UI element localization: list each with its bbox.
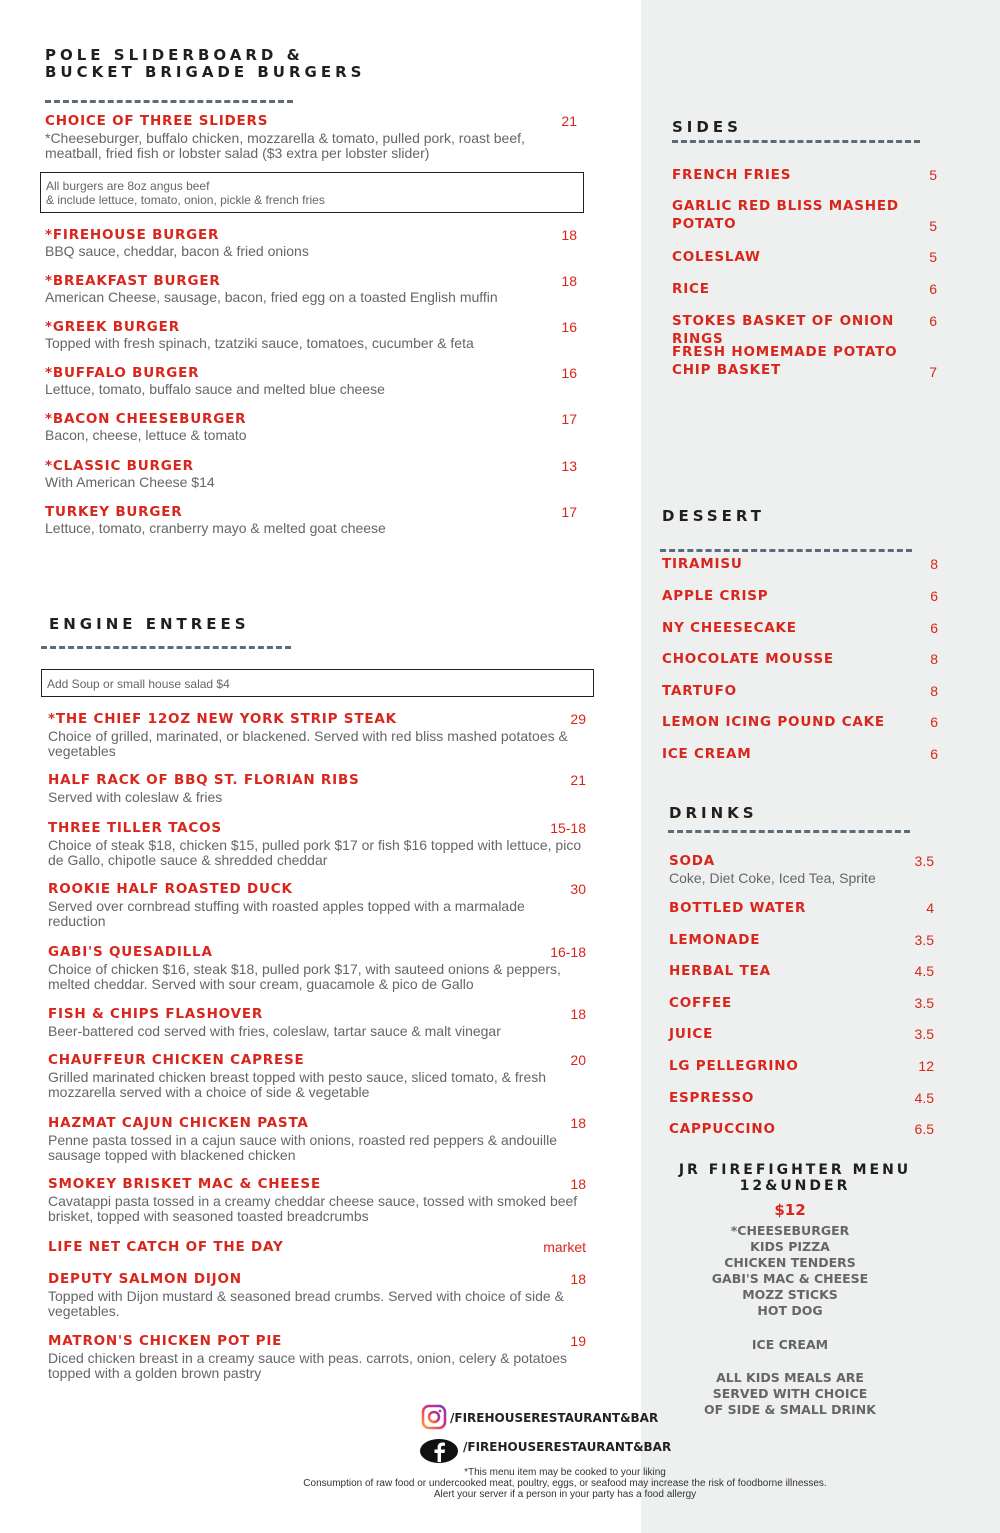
item-name: CHOCOLATE MOUSSE	[662, 651, 834, 667]
item-price: 30	[570, 881, 586, 897]
item-price: 6	[929, 281, 937, 297]
menu-item-entree	[48, 819, 586, 868]
footer-note-1: *This menu item may be cooked to your liking	[464, 1467, 666, 1478]
menu-item-entree	[48, 771, 586, 805]
item-name: DEPUTY SALMON DIJON	[48, 1271, 242, 1287]
item-name: FISH & CHIPS FLASHOVER	[48, 1006, 264, 1022]
menu-item-drink	[669, 852, 934, 886]
item-desc: Topped with Dijon mustard & seasoned bread crumbs. Served with choice of side & vegetables.	[48, 1288, 564, 1319]
menu-item-entree	[48, 1332, 586, 1381]
footer-note-3: Alert your server if a person in your party has a food allergy	[433, 1489, 697, 1500]
item-price: 15-18	[550, 820, 586, 836]
item-name: *FIREHOUSE BURGER	[45, 227, 220, 243]
menu-item-drink	[669, 962, 934, 980]
item-price: 4	[926, 900, 934, 916]
menu-item-entree	[48, 1114, 586, 1163]
item-name: LG PELLEGRINO	[669, 1058, 799, 1074]
item-price: 21	[561, 113, 577, 129]
menu-item-burger	[45, 226, 577, 259]
item-name: *BREAKFAST BURGER	[45, 273, 221, 289]
menu-item-side	[672, 280, 937, 298]
item-desc: *Cheeseburger, buffalo chicken, mozzarella & tomato, pulled pork, roast beef, meatball, fried fish or lobster salad ($3 extra per lobster slider)	[45, 130, 525, 161]
item-desc: Lettuce, tomato, cranberry mayo & melted goat cheese	[45, 520, 386, 536]
item-price: 6	[930, 620, 938, 636]
kids-list	[660, 1223, 920, 1319]
item-desc: Topped with fresh spinach, tzatziki sauce, tomatoes, cucumber & feta	[45, 335, 474, 351]
footer-note-2: Consumption of raw food or undercooked meat, poultry, eggs, or seafood may increase the risk of foodborne illnesses.	[303, 1478, 827, 1489]
item-name: SODA	[669, 853, 716, 869]
menu-item-drink	[669, 994, 934, 1012]
kids-item: MOZZ STICKS	[742, 1287, 838, 1302]
menu-item-entree	[48, 1051, 586, 1100]
item-name: JUICE	[669, 1026, 714, 1042]
item-price: 29	[570, 711, 586, 727]
menu-item-burger	[45, 318, 577, 351]
menu-item-dessert	[662, 745, 938, 763]
menu-item-entree	[48, 1175, 586, 1224]
item-name: *BACON CHEESEBURGER	[45, 411, 247, 427]
item-name: TIRAMISU	[662, 556, 743, 572]
facebook-icon[interactable]	[419, 1438, 459, 1464]
menu-item-drink	[669, 1120, 934, 1138]
item-desc: Penne pasta tossed in a cajun sauce with onions, roasted red peppers & andouille sausage topped with blackened chicken	[48, 1132, 558, 1163]
divider	[41, 646, 291, 649]
menu-item-burger	[45, 503, 577, 536]
kids-item: CHICKEN TENDERS	[724, 1255, 856, 1270]
item-price: 3.5	[914, 853, 934, 869]
menu-item-drink	[669, 1089, 934, 1107]
item-price: 4.5	[914, 1090, 934, 1106]
item-price: 16	[561, 365, 577, 381]
menu-item-drink	[669, 1057, 934, 1075]
kids-item: KIDS PIZZA	[750, 1239, 830, 1254]
item-desc: With American Cheese $14	[45, 474, 215, 490]
item-name: ESPRESSO	[669, 1090, 755, 1106]
item-price: 8	[930, 683, 938, 699]
menu-item-dessert	[662, 619, 938, 637]
menu-item-drink	[669, 1025, 934, 1043]
item-price: 18	[570, 1006, 586, 1022]
entree-note-box: Add Soup or small house salad $4	[41, 669, 594, 697]
menu-item-entree	[48, 880, 586, 929]
item-price: 13	[561, 458, 577, 474]
item-price: 3.5	[914, 995, 934, 1011]
item-price: 6.5	[914, 1121, 934, 1137]
menu-item-drink	[669, 931, 934, 949]
item-name: CHAUFFEUR CHICKEN CAPRESE	[48, 1052, 305, 1068]
item-price: 6	[930, 588, 938, 604]
item-desc: Choice of chicken $16, steak $18, pulled pork $17, with sauteed onions & peppers, melted cheddar. Served with sour cream, guacamole & pico de Gallo	[48, 961, 561, 992]
menu-item-burger	[45, 457, 577, 490]
item-price: 5	[929, 167, 937, 183]
instagram-handle[interactable]: /FIREHOUSERESTAURANT&BAR	[450, 1411, 659, 1425]
dessert-title: DESSERT	[662, 507, 765, 525]
item-price: market	[543, 1239, 586, 1255]
item-name: *BUFFALO BURGER	[45, 365, 200, 381]
item-name: CHOICE OF THREE SLIDERS	[45, 113, 269, 129]
item-price: 18	[570, 1115, 586, 1131]
item-price: 5	[929, 218, 937, 234]
item-name: *THE CHIEF 12OZ NEW YORK STRIP STEAK	[48, 711, 397, 727]
item-price: 16	[561, 319, 577, 335]
menu-item-entree	[48, 1270, 586, 1319]
menu-item-entree	[48, 1238, 586, 1256]
menu-item-side	[672, 343, 937, 379]
menu-item-side	[672, 166, 937, 184]
item-name: STOKES BASKET OF ONION RINGS	[672, 313, 895, 347]
item-price: 17	[561, 504, 577, 520]
divider	[668, 830, 910, 833]
item-desc: Served with coleslaw & fries	[48, 789, 223, 805]
menu-item-dessert	[662, 713, 938, 731]
item-price: 17	[561, 411, 577, 427]
item-name: THREE TILLER TACOS	[48, 820, 222, 836]
item-name: FRESH HOMEMADE POTATO CHIP BASKET	[672, 344, 898, 378]
menu-item-dessert	[662, 587, 938, 605]
item-desc: Beer-battered cod served with fries, coleslaw, tartar sauce & malt vinegar	[48, 1023, 501, 1039]
divider	[45, 100, 293, 103]
facebook-handle[interactable]: /FIREHOUSERESTAURANT&BAR	[463, 1440, 672, 1454]
item-name: NY CHEESECAKE	[662, 620, 797, 636]
item-name: COLESLAW	[672, 249, 761, 265]
item-price: 3.5	[914, 1026, 934, 1042]
item-name: LIFE NET CATCH OF THE DAY	[48, 1239, 284, 1255]
item-name: ROOKIE HALF ROASTED DUCK	[48, 881, 293, 897]
item-name: CAPPUCCINO	[669, 1121, 776, 1137]
kids-price: $12	[774, 1201, 806, 1219]
item-name: FRENCH FRIES	[672, 167, 792, 183]
item-name: TURKEY BURGER	[45, 504, 183, 520]
item-name: HALF RACK OF BBQ ST. FLORIAN RIBS	[48, 772, 360, 788]
item-desc: Lettuce, tomato, buffalo sauce and melted blue cheese	[45, 381, 385, 397]
item-price: 18	[570, 1176, 586, 1192]
item-name: APPLE CRISP	[662, 588, 769, 604]
kids-dessert: ICE CREAM	[751, 1337, 829, 1352]
menu-item-entree	[48, 943, 586, 992]
item-price: 5	[929, 249, 937, 265]
item-desc: Choice of steak $18, chicken $15, pulled pork $17 or fish $16 topped with lettuce, pico de Gallo, chipotle sauce & shredded cheddar	[48, 837, 582, 868]
item-desc: Served over cornbread stuffing with roasted apples topped with a marmalade reduction	[48, 898, 525, 929]
kids-item: HOT DOG	[757, 1303, 823, 1318]
menu-item-burger	[45, 272, 577, 305]
item-name: COFFEE	[669, 995, 733, 1011]
kids-note: ALL KIDS MEALS ARE SERVED WITH CHOICE OF SIDE & SMALL DRINK	[704, 1370, 876, 1417]
menu-item-sliders	[45, 112, 577, 161]
menu-item-dessert	[662, 555, 938, 573]
menu-item-burger	[45, 364, 577, 397]
item-price: 6	[930, 746, 938, 762]
burgers-title: POLE SLIDERBOARD & BUCKET BRIGADE BURGERS	[45, 46, 366, 81]
entrees-title: ENGINE ENTREES	[49, 615, 250, 633]
item-name: RICE	[672, 281, 710, 297]
item-desc: Cavatappi pasta tossed in a creamy cheddar cheese sauce, tossed with smoked beef brisket, topped with seasoned toasted breadcrumbs	[48, 1193, 578, 1224]
item-desc: Choice of grilled, marinated, or blackened. Served with red bliss mashed potatoes & vegetables	[48, 728, 568, 759]
kids-item: *CHEESEBURGER	[730, 1223, 850, 1238]
divider	[672, 140, 920, 143]
item-price: 8	[930, 556, 938, 572]
item-name: *GREEK BURGER	[45, 319, 180, 335]
item-price: 18	[561, 273, 577, 289]
item-desc: BBQ sauce, cheddar, bacon & fried onions	[45, 243, 309, 259]
item-price: 8	[930, 651, 938, 667]
item-name: SMOKEY BRISKET MAC & CHEESE	[48, 1176, 321, 1192]
item-price: 21	[570, 772, 586, 788]
item-desc: Diced chicken breast in a creamy sauce with peas. carrots, onion, celery & potatoes topped with a golden brown pastry	[48, 1350, 568, 1381]
item-name: LEMONADE	[669, 932, 761, 948]
item-desc: Coke, Diet Coke, Iced Tea, Sprite	[669, 870, 876, 886]
item-price: 7	[929, 364, 937, 380]
menu-item-dessert	[662, 682, 938, 700]
item-desc: American Cheese, sausage, bacon, fried egg on a toasted English muffin	[45, 289, 498, 305]
menu-item-drink	[669, 899, 934, 917]
kids-item: GABI'S MAC & CHEESE	[711, 1271, 869, 1286]
item-price: 19	[570, 1333, 586, 1349]
item-price: 18	[561, 227, 577, 243]
menu-item-dessert	[662, 650, 938, 668]
burger-note-box: All burgers are 8oz angus beef & include lettuce, tomato, onion, pickle & french fries	[40, 172, 584, 213]
item-price: 4.5	[914, 963, 934, 979]
item-price: 6	[929, 313, 937, 329]
divider	[660, 549, 912, 552]
item-desc: Grilled marinated chicken breast topped with pesto sauce, sliced tomato, & fresh mozzarella served with a choice of side & vegetable	[48, 1069, 547, 1100]
item-price: 16-18	[550, 944, 586, 960]
instagram-icon[interactable]	[421, 1404, 447, 1430]
item-name: GABI'S QUESADILLA	[48, 944, 213, 960]
item-price: 3.5	[914, 932, 934, 948]
item-price: 20	[570, 1052, 586, 1068]
sides-title: SIDES	[672, 118, 742, 136]
menu-item-entree	[48, 1005, 586, 1039]
item-price: 12	[918, 1058, 934, 1074]
item-name: TARTUFO	[662, 683, 737, 699]
item-name: HAZMAT CAJUN CHICKEN PASTA	[48, 1115, 309, 1131]
item-price: 18	[570, 1271, 586, 1287]
kids-menu-title: JR FIREFIGHTER MENU 12&UNDER	[678, 1162, 912, 1194]
item-name: ICE CREAM	[662, 746, 752, 762]
menu-item-side	[672, 197, 937, 233]
item-desc: Bacon, cheese, lettuce & tomato	[45, 427, 247, 443]
item-name: HERBAL TEA	[669, 963, 771, 979]
item-name: MATRON'S CHICKEN POT PIE	[48, 1333, 283, 1349]
item-name: *CLASSIC BURGER	[45, 458, 194, 474]
item-name: LEMON ICING POUND CAKE	[662, 714, 885, 730]
menu-item-side	[672, 248, 937, 266]
drinks-title: DRINKS	[669, 804, 758, 822]
menu-item-entree	[48, 710, 586, 759]
item-name: GARLIC RED BLISS MASHED POTATO	[672, 198, 899, 232]
item-name: BOTTLED WATER	[669, 900, 807, 916]
item-price: 6	[930, 714, 938, 730]
menu-item-burger	[45, 410, 577, 443]
